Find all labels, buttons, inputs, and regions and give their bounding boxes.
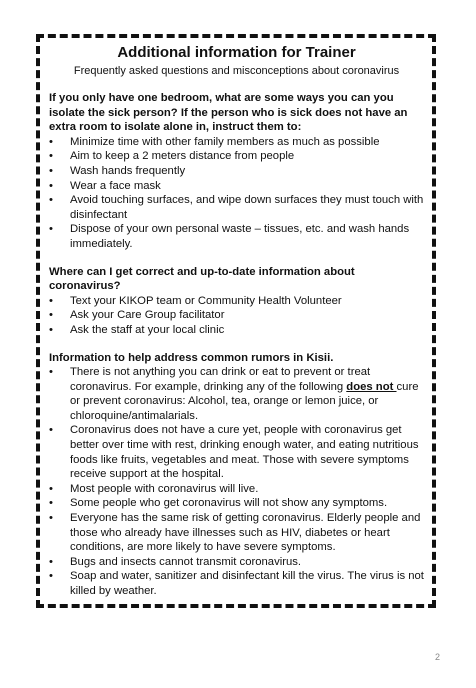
bullet-icon: • xyxy=(49,294,53,307)
bullet-icon: • xyxy=(49,194,53,207)
bullet-icon: • xyxy=(49,323,53,336)
trainer-info-box xyxy=(36,34,436,608)
list-item: • Coronavirus does not have a cure yet, people with coronavirus get better over time with rest, drinking enough water, and eating nutritious foods like fruits, vegetables and meat. Those with severe symptoms receive support at the hospital. xyxy=(49,424,419,481)
bullet-icon: • xyxy=(49,482,53,495)
bullet-icon: • xyxy=(49,135,53,148)
page-subtitle: Frequently asked questions and misconceptions about coronavirus xyxy=(73,65,400,77)
list-item: • Bugs and insects cannot transmit coronavirus. xyxy=(49,555,302,568)
list-item: • Everyone has the same risk of getting coronavirus. Elderly people and those who already have illnesses such as HIV, diabetes or heart conditions, are more likely to have severe symptoms. xyxy=(49,512,421,554)
section-isolation xyxy=(49,91,424,252)
bullet-icon: • xyxy=(49,497,53,510)
list-item: • Ask your Care Group facilitator xyxy=(49,309,225,322)
section-question: If you only have one bedroom, what are some ways you can you isolate the sick person? If the person who is sick does not have an extra room to isolate alone in, instruct them to: xyxy=(49,92,408,134)
bullet-icon: • xyxy=(49,555,53,568)
section-rumors xyxy=(49,351,424,599)
bullet-list xyxy=(49,294,424,338)
emphasis-text: does not xyxy=(346,380,397,393)
list-item: • Text your KIKOP team or Community Health Volunteer xyxy=(49,294,342,307)
page-number: 2 xyxy=(434,652,440,662)
bullet-icon: • xyxy=(49,164,53,177)
section-question: Information to help address common rumors in Kisii. xyxy=(49,351,334,364)
page-title: Additional information for Trainer xyxy=(117,44,356,61)
bullet-icon: • xyxy=(49,309,53,322)
bullet-icon: • xyxy=(49,424,53,437)
list-item: • Soap and water, sanitizer and disinfectant kill the virus. The virus is not killed by weather. xyxy=(49,570,424,597)
bullet-icon: • xyxy=(49,150,53,163)
list-item: • Wear a face mask xyxy=(49,179,161,192)
list-item: • Minimize time with other family members as much as possible xyxy=(49,135,380,148)
bullet-list xyxy=(49,135,424,252)
list-item: • Avoid touching surfaces, and wipe down surfaces they must touch with disinfectant xyxy=(49,194,424,221)
section-question: Where can I get correct and up-to-date information about coronavirus? xyxy=(49,265,355,293)
bullet-icon: • xyxy=(49,366,53,379)
list-item: • Most people with coronavirus will live. xyxy=(49,482,259,495)
section-information-sources xyxy=(49,265,424,338)
bullet-icon: • xyxy=(49,223,53,236)
list-item: • Ask the staff at your local clinic xyxy=(49,323,225,336)
bullet-list xyxy=(49,365,424,599)
list-item: • Aim to keep a 2 meters distance from people xyxy=(49,150,295,163)
bullet-icon: • xyxy=(49,179,53,192)
list-item: • Wash hands frequently xyxy=(49,164,186,177)
bullet-icon: • xyxy=(49,570,53,583)
list-item: • Some people who get coronavirus will not show any symptoms. xyxy=(49,497,388,510)
list-item: • Dispose of your own personal waste – tissues, etc. and wash hands immediately. xyxy=(49,223,410,250)
bullet-icon: • xyxy=(49,512,53,525)
list-item: • There is not anything you can drink or eat to prevent or treat coronavirus. For example, drinking any of the following does not cure or prevent coronavirus: Alcohol, tea, orange or lemon juice, or chloroquine/antimalarials. xyxy=(49,366,419,422)
